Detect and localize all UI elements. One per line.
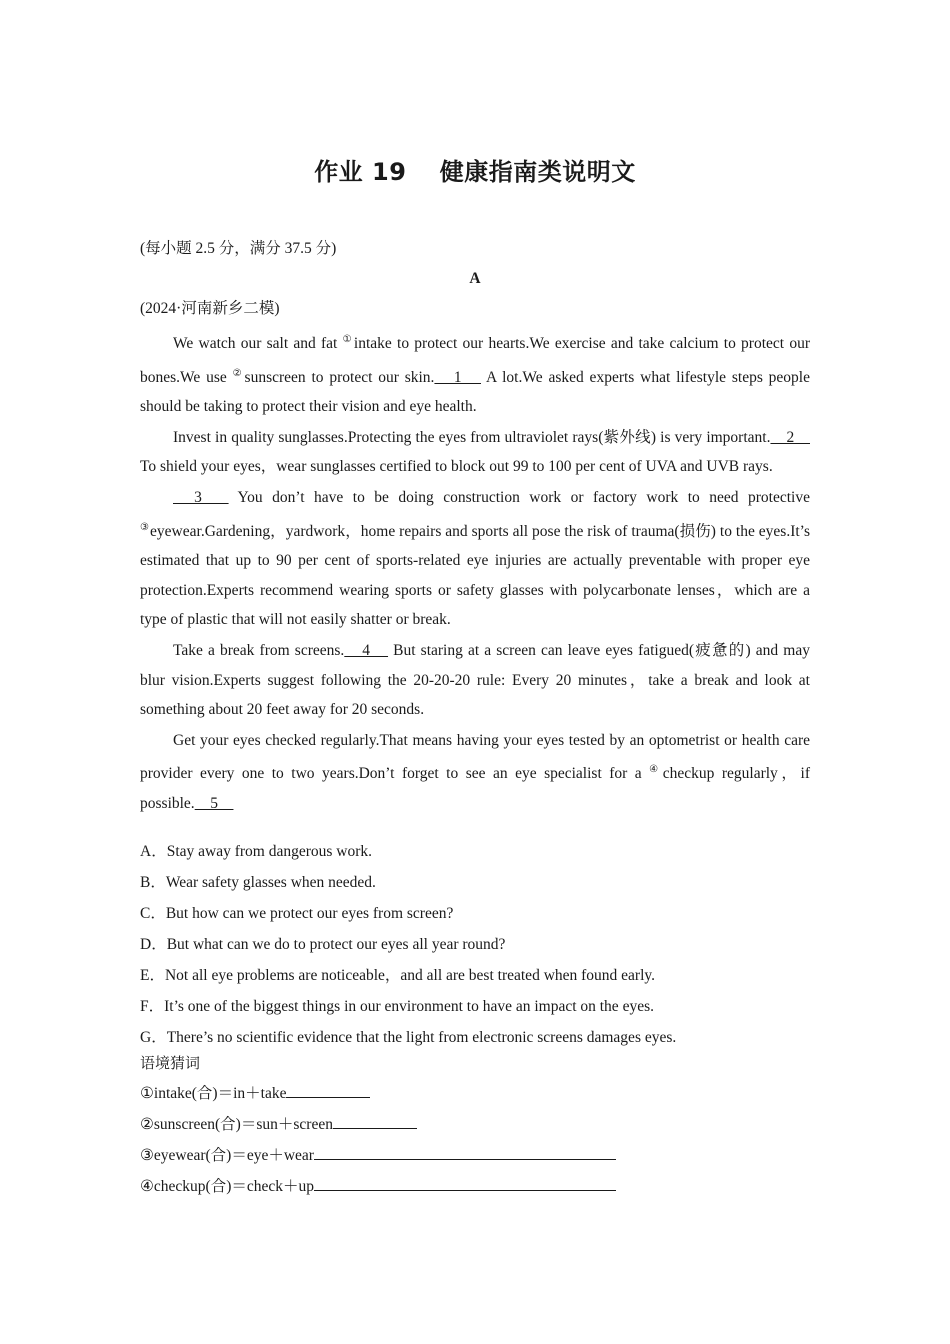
vocab-item-4	[140, 1171, 810, 1202]
text: To shield your eyes，wear sunglasses certified to block out 99 to 100 per cent of UVA and UVB rays.	[140, 458, 773, 476]
answer-blank-5[interactable]: 5	[194, 794, 234, 812]
answer-options	[140, 836, 810, 1053]
vocab-list	[140, 1078, 810, 1202]
source-note: (2024·河南新乡二模)	[140, 300, 280, 317]
vocab-answer-line-3[interactable]	[314, 1142, 616, 1160]
option-f: F．It’s one of the biggest things in our environment to have an impact on the eyes.	[140, 998, 654, 1015]
option-b: B．Wear safety glasses when needed.	[140, 874, 376, 891]
paragraph-3	[140, 483, 810, 635]
vocab-heading: 语境猜词	[140, 1054, 201, 1072]
paragraph-4	[140, 636, 810, 725]
reading-passage	[140, 325, 810, 820]
option-d: D．But what can we do to protect our eyes all year round?	[140, 936, 506, 953]
text: You don’t have to be doing construction work or factory work to need protective	[228, 488, 810, 506]
option-c: C．But how can we protect our eyes from screen?	[140, 905, 454, 922]
vocab-item-3	[140, 1140, 810, 1171]
vocab-text: ③eyewear(合)＝eye＋wear	[140, 1147, 314, 1164]
footnote-marker-1: ①	[342, 334, 353, 345]
section-heading: A	[469, 270, 481, 287]
answer-blank-3[interactable]: 3	[173, 488, 229, 506]
vocab-answer-line-1[interactable]	[286, 1080, 370, 1098]
page-title: 作业 19 健康指南类说明文	[314, 158, 636, 186]
answer-blank-4[interactable]: 4	[344, 641, 389, 659]
score-info: (每小题 2.5 分，满分 37.5 分)	[140, 240, 337, 257]
footnote-marker-3: ③	[140, 521, 150, 533]
text: intake to protect our hearts.We exercise and take calcium to protect our bones.We use	[140, 335, 810, 386]
text: We watch our salt and fat	[173, 335, 343, 352]
text: eyewear.Gardening，yardwork，home repairs and sports all pose the risk of trauma(损伤) to the eyes.It’s estimated that up to 90 per cent of sports-related eye injuries are actually preventable with proper eye protection.Experts recommend wearing sports or safety glasses with polycarbonate lenses，which are a type of plastic that will not easily shatter or break.	[140, 522, 810, 629]
vocab-item-1	[140, 1078, 810, 1109]
footnote-marker-2: ②	[232, 367, 244, 379]
paragraph-1	[140, 325, 810, 422]
option-e: E．Not all eye problems are noticeable，and all are best treated when found early.	[140, 967, 656, 984]
paragraph-5	[140, 726, 810, 819]
vocab-item-2	[140, 1109, 810, 1140]
option-a: A．Stay away from dangerous work.	[140, 843, 373, 860]
text: Get your eyes checked regularly.That means having your eyes tested by an optometrist or health care provider every one to two years.Don’t forget to see an eye specialist for a	[140, 731, 810, 783]
vocab-text: ④checkup(合)＝check＋up	[140, 1178, 314, 1195]
text: sunscreen to protect our skin.	[244, 368, 435, 386]
text: But staring at a screen can leave eyes fatigued(疲惫的) and may blur vision.Experts suggest following the 20-20-20 rule: Every 20 minutes，take a break and look at something about 20 feet away for 20 seconds.	[140, 641, 810, 719]
text: checkup regularly，if possible.	[140, 765, 810, 812]
vocab-answer-line-4[interactable]	[314, 1173, 616, 1191]
text: Take a break from screens.	[173, 641, 345, 659]
footnote-marker-4: ④	[649, 764, 662, 776]
option-g: G．There’s no scientific evidence that the light from electronic screens damages eyes.	[140, 1029, 677, 1046]
text: A lot.We asked experts what lifestyle steps people should be taking to protect their vision and eye health.	[140, 368, 810, 416]
answer-blank-1[interactable]: 1	[434, 368, 481, 386]
paragraph-2	[140, 423, 810, 482]
vocab-text: ①intake(合)＝in＋take	[140, 1085, 287, 1102]
text: Invest in quality sunglasses.Protecting the eyes from ultraviolet rays(紫外线) is very important.	[173, 428, 771, 446]
vocab-text: ②sunscreen(合)＝sun＋screen	[140, 1116, 333, 1133]
answer-blank-2[interactable]: 2	[770, 428, 810, 446]
vocab-answer-line-2[interactable]	[333, 1111, 417, 1129]
